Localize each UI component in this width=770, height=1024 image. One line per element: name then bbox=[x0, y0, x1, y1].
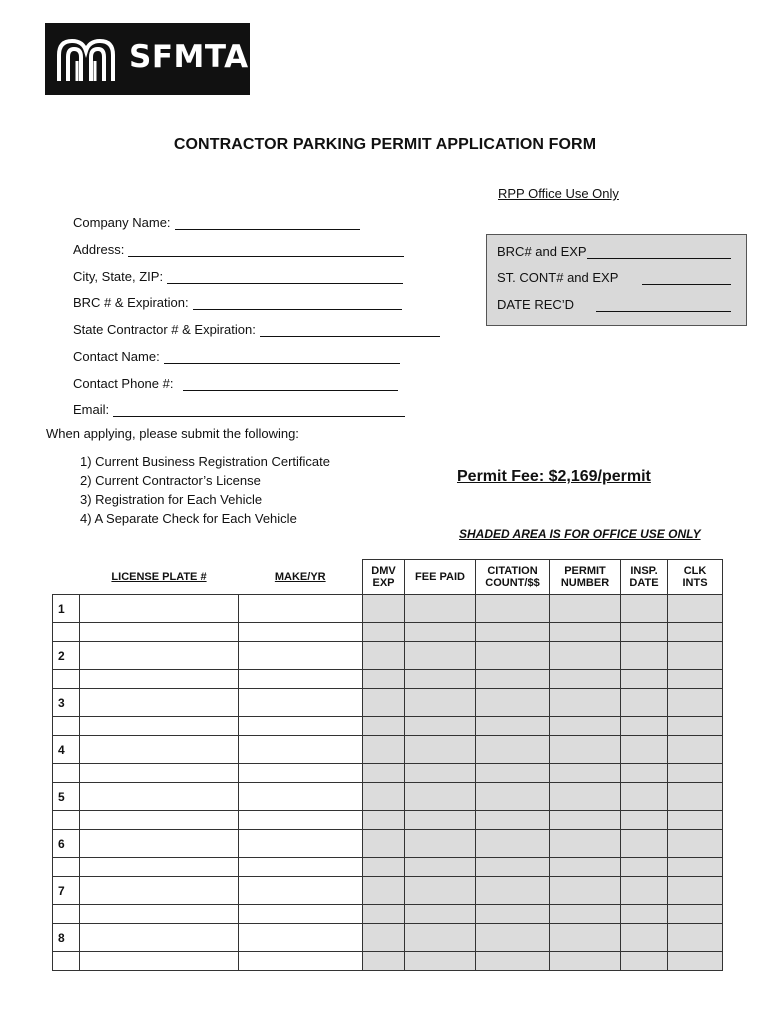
table-cell[interactable] bbox=[550, 717, 621, 736]
table-cell[interactable] bbox=[621, 623, 668, 642]
contact-name-line[interactable] bbox=[164, 349, 400, 364]
table-cell[interactable] bbox=[550, 877, 621, 905]
table-row bbox=[53, 670, 723, 689]
state-contractor-label: State Contractor # & Expiration: bbox=[73, 322, 256, 337]
company-name-line[interactable] bbox=[175, 215, 360, 230]
muni-worm-logo-icon bbox=[55, 37, 117, 83]
table-cell[interactable] bbox=[80, 764, 239, 783]
table-cell[interactable] bbox=[405, 783, 476, 811]
requirement-item: 3) Registration for Each Vehicle bbox=[80, 492, 263, 507]
logo-text: SFMTA bbox=[129, 39, 249, 75]
office-date-row[interactable] bbox=[497, 294, 574, 312]
table-cell[interactable] bbox=[668, 717, 723, 736]
table-cell[interactable] bbox=[239, 952, 363, 971]
table-cell[interactable] bbox=[80, 717, 239, 736]
table-cell[interactable] bbox=[239, 717, 363, 736]
city-state-zip-field[interactable] bbox=[73, 266, 403, 284]
table-cell[interactable] bbox=[668, 924, 723, 952]
table-cell[interactable] bbox=[239, 858, 363, 877]
table-cell[interactable] bbox=[363, 670, 405, 689]
state-contractor-line[interactable] bbox=[260, 322, 440, 337]
table-cell[interactable] bbox=[405, 623, 476, 642]
row-number-cell: 3 bbox=[53, 689, 80, 717]
table-cell[interactable] bbox=[668, 764, 723, 783]
table-row bbox=[53, 877, 723, 905]
table-cell[interactable] bbox=[668, 830, 723, 858]
table-cell[interactable] bbox=[405, 595, 476, 623]
email-field[interactable] bbox=[73, 399, 405, 417]
table-cell[interactable] bbox=[621, 670, 668, 689]
table-cell[interactable] bbox=[476, 689, 550, 717]
table-cell[interactable] bbox=[476, 642, 550, 670]
row-number-cell: 8 bbox=[53, 924, 80, 952]
table-row bbox=[53, 858, 723, 877]
brc-expiration-label: BRC # & Expiration: bbox=[73, 295, 189, 310]
row-number-header bbox=[53, 560, 80, 595]
row-number-cell bbox=[53, 858, 80, 877]
table-cell[interactable] bbox=[668, 670, 723, 689]
office-date-line[interactable] bbox=[596, 297, 731, 312]
row-number-cell bbox=[53, 905, 80, 924]
contact-phone-label: Contact Phone #: bbox=[73, 376, 174, 391]
form-title: CONTRACTOR PARKING PERMIT APPLICATION FORM bbox=[173, 136, 597, 153]
office-use-box bbox=[486, 234, 747, 326]
table-cell[interactable] bbox=[363, 858, 405, 877]
city-state-zip-label: City, State, ZIP: bbox=[73, 269, 164, 284]
table-cell[interactable] bbox=[80, 924, 239, 952]
table-cell[interactable] bbox=[405, 877, 476, 905]
table-cell[interactable] bbox=[476, 905, 550, 924]
table-cell[interactable] bbox=[621, 783, 668, 811]
vehicle-table bbox=[52, 559, 723, 971]
table-cell[interactable] bbox=[550, 595, 621, 623]
table-cell[interactable] bbox=[239, 595, 363, 623]
table-cell[interactable] bbox=[668, 689, 723, 717]
table-cell[interactable] bbox=[80, 858, 239, 877]
table-cell[interactable] bbox=[363, 811, 405, 830]
table-cell[interactable] bbox=[239, 764, 363, 783]
license-plate-header: LICENSE PLATE # bbox=[80, 560, 239, 595]
table-cell[interactable] bbox=[550, 623, 621, 642]
table-cell[interactable] bbox=[405, 736, 476, 764]
row-number-cell bbox=[53, 623, 80, 642]
company-name-field[interactable] bbox=[73, 212, 360, 230]
address-label: Address: bbox=[73, 242, 125, 257]
table-cell[interactable] bbox=[363, 905, 405, 924]
table-cell[interactable] bbox=[80, 952, 239, 971]
table-cell[interactable] bbox=[476, 717, 550, 736]
table-cell[interactable] bbox=[476, 736, 550, 764]
table-cell[interactable] bbox=[550, 830, 621, 858]
table-cell[interactable] bbox=[80, 670, 239, 689]
contact-phone-field[interactable] bbox=[73, 373, 398, 391]
table-cell[interactable] bbox=[476, 623, 550, 642]
table-cell[interactable] bbox=[621, 924, 668, 952]
table-cell[interactable] bbox=[363, 689, 405, 717]
table-cell[interactable] bbox=[239, 689, 363, 717]
table-cell[interactable] bbox=[405, 642, 476, 670]
table-cell[interactable] bbox=[668, 858, 723, 877]
table-row bbox=[53, 905, 723, 924]
table-row bbox=[53, 830, 723, 858]
table-cell[interactable] bbox=[621, 877, 668, 905]
table-cell[interactable] bbox=[363, 830, 405, 858]
table-cell[interactable] bbox=[239, 811, 363, 830]
table-row bbox=[53, 642, 723, 670]
table-row bbox=[53, 595, 723, 623]
table-cell[interactable] bbox=[363, 642, 405, 670]
table-cell[interactable] bbox=[363, 952, 405, 971]
office-st-cont-row[interactable] bbox=[497, 267, 618, 285]
table-cell[interactable] bbox=[363, 736, 405, 764]
table-cell[interactable] bbox=[476, 877, 550, 905]
table-cell[interactable] bbox=[80, 877, 239, 905]
table-row bbox=[53, 952, 723, 971]
instructions-intro: When applying, please submit the following: bbox=[46, 426, 299, 441]
requirement-item: 4) A Separate Check for Each Vehicle bbox=[80, 511, 297, 526]
table-cell[interactable] bbox=[239, 905, 363, 924]
table-cell[interactable] bbox=[405, 811, 476, 830]
company-name-label: Company Name: bbox=[73, 215, 171, 230]
table-cell[interactable] bbox=[405, 952, 476, 971]
table-cell[interactable] bbox=[550, 670, 621, 689]
table-cell[interactable] bbox=[405, 670, 476, 689]
table-cell[interactable] bbox=[476, 595, 550, 623]
table-cell[interactable] bbox=[476, 924, 550, 952]
row-number-cell: 2 bbox=[53, 642, 80, 670]
office-brc-row[interactable] bbox=[497, 241, 587, 259]
table-cell[interactable] bbox=[550, 642, 621, 670]
table-cell[interactable] bbox=[405, 830, 476, 858]
table-cell[interactable] bbox=[405, 764, 476, 783]
table-cell[interactable] bbox=[621, 952, 668, 971]
address-field[interactable] bbox=[73, 239, 404, 257]
row-number-cell bbox=[53, 717, 80, 736]
table-cell[interactable] bbox=[239, 830, 363, 858]
table-cell[interactable] bbox=[550, 924, 621, 952]
office-use-title: RPP Office Use Only bbox=[498, 186, 619, 201]
table-cell[interactable] bbox=[239, 642, 363, 670]
state-contractor-field[interactable] bbox=[73, 319, 440, 337]
table-cell[interactable] bbox=[80, 905, 239, 924]
citation-header: CITATION COUNT/$$ bbox=[476, 560, 550, 595]
table-cell[interactable] bbox=[550, 952, 621, 971]
table-cell[interactable] bbox=[363, 783, 405, 811]
table-row bbox=[53, 811, 723, 830]
row-number-cell: 7 bbox=[53, 877, 80, 905]
table-cell[interactable] bbox=[476, 764, 550, 783]
office-brc-line[interactable] bbox=[587, 244, 731, 259]
table-cell[interactable] bbox=[363, 764, 405, 783]
table-cell[interactable] bbox=[405, 905, 476, 924]
table-cell[interactable] bbox=[550, 783, 621, 811]
table-cell[interactable] bbox=[668, 642, 723, 670]
table-cell[interactable] bbox=[405, 689, 476, 717]
table-row bbox=[53, 717, 723, 736]
table-cell[interactable] bbox=[668, 905, 723, 924]
table-cell[interactable] bbox=[668, 595, 723, 623]
table-cell[interactable] bbox=[80, 783, 239, 811]
table-cell[interactable] bbox=[668, 811, 723, 830]
office-st-cont-label: ST. CONT# and EXP bbox=[497, 270, 619, 285]
row-number-cell: 4 bbox=[53, 736, 80, 764]
fee-paid-header: FEE PAID bbox=[405, 560, 476, 595]
city-state-zip-line[interactable] bbox=[167, 269, 403, 284]
table-row bbox=[53, 736, 723, 764]
requirement-item: 1) Current Business Registration Certificate bbox=[80, 454, 330, 469]
contact-phone-line[interactable] bbox=[183, 376, 398, 391]
table-cell[interactable] bbox=[550, 905, 621, 924]
table-cell[interactable] bbox=[550, 736, 621, 764]
table-cell[interactable] bbox=[621, 764, 668, 783]
row-number-cell: 6 bbox=[53, 830, 80, 858]
table-cell[interactable] bbox=[80, 623, 239, 642]
table-row bbox=[53, 689, 723, 717]
table-cell[interactable] bbox=[239, 670, 363, 689]
row-number-cell bbox=[53, 811, 80, 830]
table-cell[interactable] bbox=[668, 623, 723, 642]
contact-name-field[interactable] bbox=[73, 346, 400, 364]
table-cell[interactable] bbox=[363, 924, 405, 952]
table-cell[interactable] bbox=[621, 905, 668, 924]
row-number-cell bbox=[53, 670, 80, 689]
table-cell[interactable] bbox=[550, 689, 621, 717]
table-cell[interactable] bbox=[621, 689, 668, 717]
dmv-exp-header: DMV EXP bbox=[363, 560, 405, 595]
address-line[interactable] bbox=[128, 242, 404, 257]
table-cell[interactable] bbox=[476, 783, 550, 811]
row-number-cell: 1 bbox=[53, 595, 80, 623]
requirement-item: 2) Current Contractor’s License bbox=[80, 473, 261, 488]
table-row bbox=[53, 924, 723, 952]
table-row bbox=[53, 783, 723, 811]
table-cell[interactable] bbox=[621, 830, 668, 858]
clk-ints-header: CLK INTS bbox=[668, 560, 723, 595]
table-cell[interactable] bbox=[239, 736, 363, 764]
table-row bbox=[53, 623, 723, 642]
table-cell[interactable] bbox=[621, 717, 668, 736]
table-cell[interactable] bbox=[476, 670, 550, 689]
row-number-cell bbox=[53, 764, 80, 783]
office-date-label: DATE REC’D bbox=[497, 297, 575, 312]
table-cell[interactable] bbox=[80, 811, 239, 830]
table-cell[interactable] bbox=[550, 811, 621, 830]
table-cell[interactable] bbox=[363, 623, 405, 642]
table-cell[interactable] bbox=[405, 924, 476, 952]
table-cell[interactable] bbox=[550, 858, 621, 877]
table-cell[interactable] bbox=[363, 595, 405, 623]
table-cell[interactable] bbox=[668, 952, 723, 971]
table-cell[interactable] bbox=[405, 858, 476, 877]
sfmta-logo bbox=[45, 23, 250, 95]
table-cell[interactable] bbox=[239, 924, 363, 952]
contact-name-label: Contact Name: bbox=[73, 349, 160, 364]
table-cell[interactable] bbox=[239, 623, 363, 642]
table-cell[interactable] bbox=[550, 764, 621, 783]
make-yr-header: MAKE/YR bbox=[239, 560, 363, 595]
office-st-cont-line[interactable] bbox=[642, 270, 731, 285]
table-cell[interactable] bbox=[239, 783, 363, 811]
office-brc-label: BRC# and EXP bbox=[497, 244, 587, 259]
row-number-cell bbox=[53, 952, 80, 971]
table-cell[interactable] bbox=[476, 811, 550, 830]
table-cell[interactable] bbox=[363, 877, 405, 905]
table-cell[interactable] bbox=[668, 877, 723, 905]
table-cell[interactable] bbox=[476, 952, 550, 971]
table-cell[interactable] bbox=[80, 642, 239, 670]
row-number-cell: 5 bbox=[53, 783, 80, 811]
table-cell[interactable] bbox=[621, 642, 668, 670]
insp-date-header: INSP. DATE bbox=[621, 560, 668, 595]
permit-fee: Permit Fee: $2,169/permit bbox=[457, 468, 651, 485]
table-cell[interactable] bbox=[621, 595, 668, 623]
table-cell[interactable] bbox=[621, 858, 668, 877]
table-cell[interactable] bbox=[80, 830, 239, 858]
table-cell[interactable] bbox=[476, 830, 550, 858]
email-line[interactable] bbox=[113, 402, 405, 417]
table-cell[interactable] bbox=[239, 877, 363, 905]
table-cell[interactable] bbox=[621, 811, 668, 830]
table-cell[interactable] bbox=[80, 595, 239, 623]
email-label: Email: bbox=[73, 402, 110, 417]
table-cell[interactable] bbox=[476, 858, 550, 877]
requirements-list bbox=[80, 452, 330, 528]
table-cell[interactable] bbox=[80, 689, 239, 717]
brc-expiration-line[interactable] bbox=[193, 295, 402, 310]
permit-number-header: PERMIT NUMBER bbox=[550, 560, 621, 595]
table-cell[interactable] bbox=[405, 717, 476, 736]
brc-expiration-field[interactable] bbox=[73, 292, 402, 310]
shaded-area-note: SHADED AREA IS FOR OFFICE USE ONLY bbox=[459, 527, 701, 541]
table-cell[interactable] bbox=[363, 717, 405, 736]
table-cell[interactable] bbox=[80, 736, 239, 764]
table-row bbox=[53, 764, 723, 783]
table-cell[interactable] bbox=[621, 736, 668, 764]
table-cell[interactable] bbox=[668, 736, 723, 764]
table-cell[interactable] bbox=[668, 783, 723, 811]
